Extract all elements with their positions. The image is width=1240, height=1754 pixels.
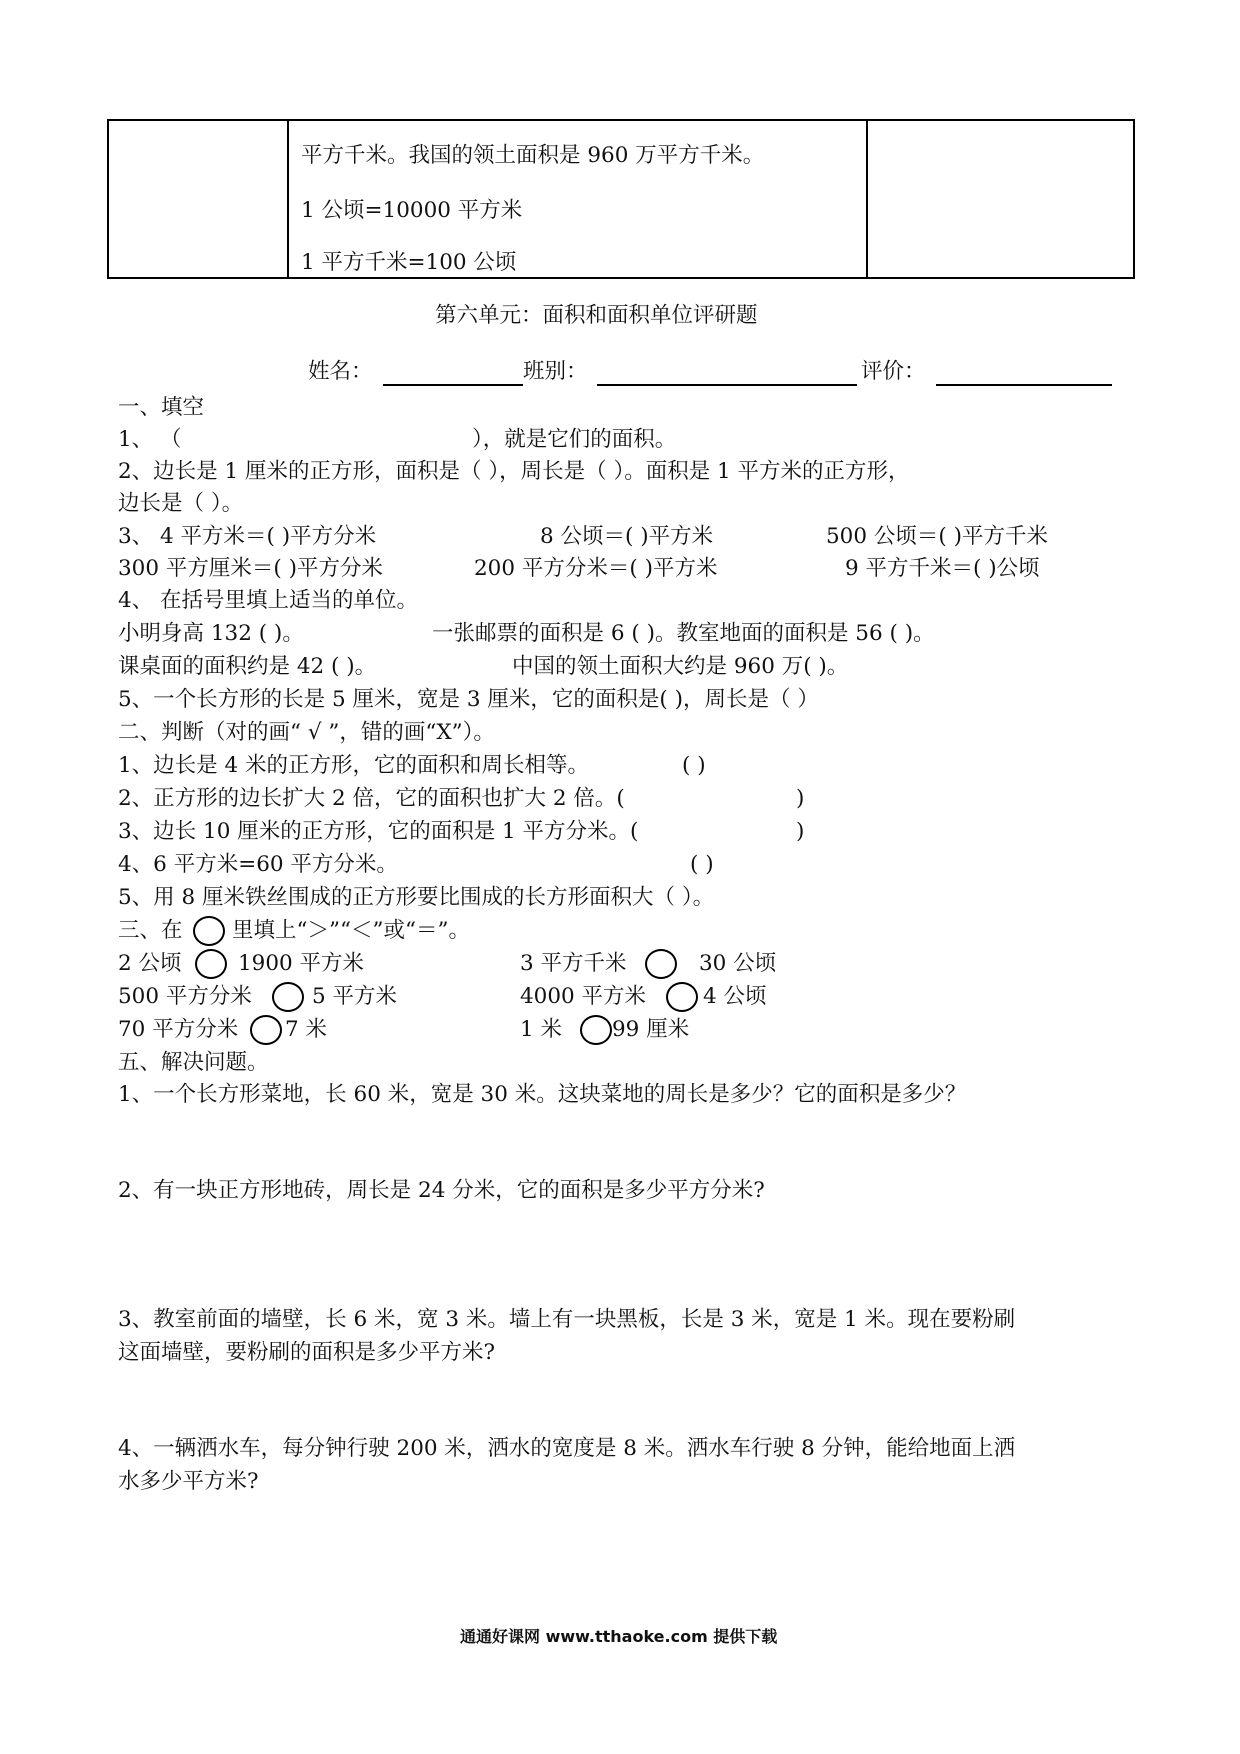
compare-circle[interactable]: [250, 1015, 282, 1045]
question-5: 5、一个长方形的长是 5 厘米，宽是 3 厘米，它的面积是( )，周长是（ ）: [118, 687, 819, 712]
compare-circle[interactable]: [666, 982, 698, 1012]
compare-left: 500 平方分米: [118, 984, 252, 1009]
compare-right: 5 平方米: [312, 984, 398, 1009]
judge-item: 2、正方形的边长扩大 2 倍，它的面积也扩大 2 倍。(: [118, 786, 625, 811]
name-field[interactable]: [383, 360, 523, 386]
question-3-item: 9 平方千米＝( )公顷: [845, 556, 1040, 581]
compare-right: 4 公顷: [703, 984, 767, 1009]
judge-paren: ): [796, 819, 805, 844]
grade-label: 评价：: [861, 359, 926, 384]
section-heading-end: 里填上“＞”“＜”或“＝”。: [232, 918, 470, 943]
compare-circle[interactable]: [580, 1015, 612, 1045]
problem-3-line1: 3、教室前面的墙壁，长 6 米，宽 3 米。墙上有一块黑板，长是 3 米，宽是 1 米。现在要粉刷: [118, 1307, 1016, 1332]
question-3-item: 8 公顷＝( )平方米: [540, 524, 714, 549]
section-heading: 二、判断（对的画“ √ ”，错的画“X”）。: [118, 720, 495, 745]
judge-item: 5、用 8 厘米铁丝围成的正方形要比围成的长方形面积大（ ）。: [118, 885, 715, 910]
question-1-start: 1、 （: [118, 427, 182, 452]
class-label: 班别：: [523, 359, 588, 384]
question-3-item: 200 平方分米＝( )平方米: [474, 556, 718, 581]
section-heading: 一、填空: [118, 395, 205, 420]
question-2-line2: 边长是（ ）。: [118, 491, 244, 516]
question-3-item: 3、 4 平方米＝( )平方分米: [118, 524, 377, 549]
problem-4-line2: 水多少平方米?: [118, 1469, 259, 1494]
problem-4-line1: 4、一辆洒水车，每分钟行驶 200 米，洒水的宽度是 8 米。洒水车行驶 8 分钟，能给地面上洒: [118, 1436, 1016, 1461]
class-field[interactable]: [597, 360, 857, 386]
problem-3-line2: 这面墙壁，要粉刷的面积是多少平方米?: [118, 1340, 496, 1365]
compare-right: 7 米: [285, 1017, 328, 1042]
compare-left: 1 米: [520, 1017, 563, 1042]
compare-left: 2 公顷: [118, 951, 182, 976]
table-divider: [866, 121, 868, 277]
judge-item: 4、6 平方米=60 平方分米。: [118, 852, 398, 877]
question-4-item: 一张邮票的面积是 6 ( )。教室地面的面积是 56 ( )。: [432, 621, 935, 646]
compare-left: 3 平方千米: [520, 951, 627, 976]
compare-right: 99 厘米: [612, 1017, 690, 1042]
section-heading: 五、解决问题。: [118, 1050, 269, 1075]
judge-item: 1、边长是 4 米的正方形，它的面积和周长相等。: [118, 753, 590, 778]
question-4-item: 课桌面的面积约是 42 ( )。: [118, 654, 377, 679]
table-text-line: 平方千米。我国的领土面积是 960 万平方千米。: [301, 143, 765, 168]
question-4-item: 中国的领土面积大约是 960 万( )。: [512, 654, 849, 679]
table-divider: [287, 121, 289, 277]
footer-text: 通通好课网 www.tthaoke.com 提供下载: [460, 1627, 778, 1646]
compare-circle-icon: [193, 916, 225, 946]
compare-circle[interactable]: [645, 949, 677, 979]
judge-paren: ( ): [690, 852, 714, 877]
question-2-line1: 2、边长是 1 厘米的正方形，面积是（ ），周长是（ ）。面积是 1 平方米的正方形，: [118, 459, 910, 484]
section-heading-start: 三、在: [118, 918, 183, 943]
question-4-heading: 4、 在括号里填上适当的单位。: [118, 588, 419, 613]
compare-circle[interactable]: [272, 982, 304, 1012]
table-text-line: 1 平方千米=100 公顷: [301, 250, 517, 275]
judge-paren: ): [796, 786, 805, 811]
question-4-item: 小明身高 132 ( )。: [118, 621, 304, 646]
grade-field[interactable]: [936, 360, 1112, 386]
table-text-line: 1 公顷=10000 平方米: [301, 198, 523, 223]
compare-right: 1900 平方米: [238, 951, 365, 976]
question-3-item: 300 平方厘米＝( )平方分米: [118, 556, 383, 581]
knowledge-table: [107, 119, 1135, 279]
judge-paren: ( ): [682, 753, 706, 778]
page-title: 第六单元：面积和面积单位评研题: [435, 303, 758, 328]
judge-item: 3、边长 10 厘米的正方形，它的面积是 1 平方分米。(: [118, 819, 639, 844]
problem-1: 1、一个长方形菜地，长 60 米，宽是 30 米。这块菜地的周长是多少？它的面积是多少？: [118, 1082, 967, 1107]
compare-left: 70 平方分米: [118, 1017, 239, 1042]
problem-2: 2、有一块正方形地砖，周长是 24 分米，它的面积是多少平方分米?: [118, 1178, 765, 1203]
compare-left: 4000 平方米: [520, 984, 647, 1009]
compare-circle[interactable]: [195, 949, 227, 979]
compare-right: 30 公顷: [699, 951, 777, 976]
question-3-item: 500 公顷＝( )平方千米: [826, 524, 1048, 549]
question-1-end: ），就是它们的面积。: [472, 427, 677, 452]
name-label: 姓名：: [308, 359, 373, 384]
